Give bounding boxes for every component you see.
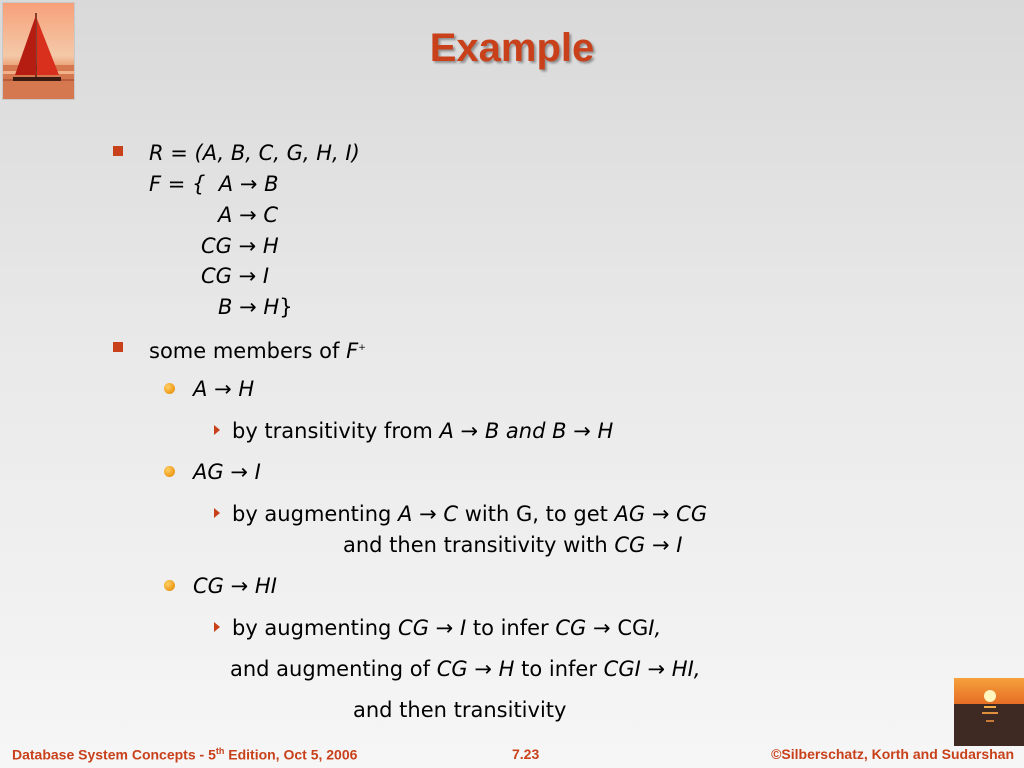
member-2: AG → I: [193, 460, 261, 484]
circle-bullet-icon: [164, 466, 175, 477]
square-bullet-icon: [113, 146, 123, 156]
member-3-reason: by augmenting CG → I to infer CG → CGI,: [232, 616, 662, 640]
square-bullet-icon: [113, 342, 123, 352]
f-open: F = {: [149, 172, 206, 196]
sun-icon: [954, 678, 1024, 746]
triangle-bullet-icon: [214, 622, 220, 632]
triangle-bullet-icon: [214, 425, 220, 435]
member-1-reason: by transitivity from A → B and B → H: [232, 419, 614, 443]
triangle-bullet-icon: [214, 508, 220, 518]
member-1: A → H: [193, 377, 255, 401]
fd-line-2: A → C: [218, 203, 279, 227]
members-heading: some members of F+: [149, 339, 366, 363]
fd-line-5: B → H}: [218, 295, 293, 319]
fd-line-4: CG → I: [201, 264, 270, 288]
member-3: CG → HI: [193, 574, 277, 598]
footer-left: Database System Concepts - 5th Edition, Oct 5, 2006: [12, 746, 358, 763]
sunset-image: [954, 678, 1024, 746]
page-title: Example: [429, 26, 595, 70]
member-3-reason-3: and then transitivity: [353, 698, 567, 722]
footer-right: ©Silberschatz, Korth and Sudarshan: [771, 746, 1014, 762]
circle-bullet-icon: [164, 383, 175, 394]
circle-bullet-icon: [164, 580, 175, 591]
member-3-reason-2: and augmenting of CG → H to infer CGI → HI,: [230, 657, 701, 681]
page-number: 7.23: [512, 746, 540, 762]
fd-line-1: F = { A → B: [149, 172, 279, 196]
member-2-reason: by augmenting A → C with G, to get AG → CG: [232, 502, 708, 526]
relation-line: R = (A, B, C, G, H, I): [149, 141, 360, 165]
fd-line-3: CG → H: [201, 234, 279, 258]
member-2-reason-cont: and then transitivity with CG → I: [343, 533, 683, 557]
